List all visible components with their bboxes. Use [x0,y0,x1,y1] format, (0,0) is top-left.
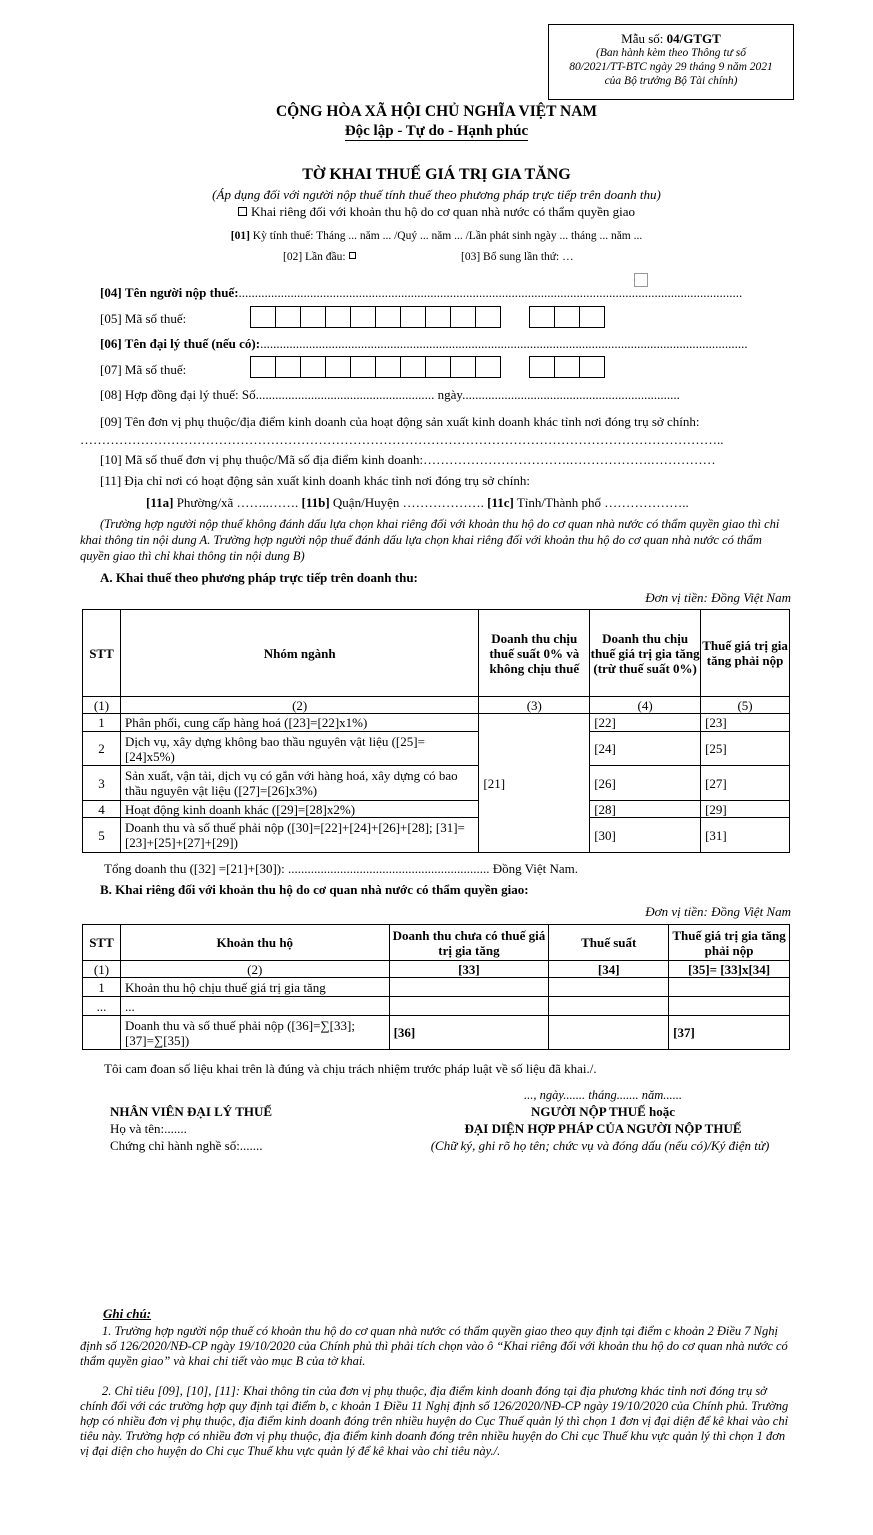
province-code: [11c] [487,495,514,510]
ward-field[interactable]: Phường/xã ……..……. [173,495,302,510]
section-b-currency: Đơn vị tiền: Đồng Việt Nam [645,904,791,919]
row-tax[interactable]: [29] [701,801,790,818]
section-b-table [82,924,790,1050]
col-num: (5) [701,697,790,714]
b-row-revenue[interactable] [389,978,549,997]
b-header-item: Khoản thu hộ [120,925,389,961]
row-name: Hoạt động kinh doanh khác ([29]=[28]x2%) [120,801,478,818]
agent-cert[interactable]: Chứng chỉ hành nghề số:....... [110,1138,263,1153]
table-row [83,766,790,801]
table-row [83,714,790,732]
page-title: TỜ KHAI THUẾ GIÁ TRỊ GIA TĂNG [302,166,571,183]
separate-option-checkbox[interactable] [238,207,247,216]
table-row [83,1016,790,1050]
b-col-num: [34] [549,961,669,978]
table-row [83,801,790,818]
b-header-revenue: Doanh thu chưa có thuế giá trị gia tăng [389,925,549,961]
row-name: Phân phối, cung cấp hàng hoá ([23]=[22]x1%) [120,714,478,732]
col-num: (2) [120,697,478,714]
province-field[interactable]: Tỉnh/Thành phố ……………….. [513,495,689,510]
col-num: (1) [83,697,121,714]
section-a-title: A. Khai thuế theo phương pháp trực tiếp trên doanh thu: [100,570,418,585]
b-row-rate[interactable] [549,997,669,1016]
form-code-label: Mẫu số: [621,31,667,46]
b-header-rate: Thuế suất [549,925,669,961]
row-revenue[interactable]: [26] [590,766,701,801]
tax-code-suffix-07[interactable] [529,356,604,378]
first-time[interactable] [283,251,356,263]
form-issued-line1: (Ban hành kèm theo Thông tư số [595,47,746,59]
section-b-title: B. Khai riêng đối với khoản thu hộ do cơ quan nhà nước có thẩm quyền giao: [100,882,529,897]
tax-code-boxes-07[interactable] [250,356,500,378]
table-row [83,978,790,997]
section-a-table [82,609,790,853]
sign-date[interactable]: ..., ngày....... tháng....... năm...... [524,1088,682,1102]
row-tax[interactable]: [31] [701,818,790,853]
row-revenue[interactable]: [24] [590,732,701,766]
taxpayer-title2: ĐẠI DIỆN HỢP PHÁP CỦA NGƯỜI NỘP THUẾ [464,1121,742,1136]
taxpayer-title1: NGƯỜI NỘP THUẾ hoặc [530,1104,676,1119]
b-header-stt: STT [83,925,121,961]
branch-name-label: [09] Tên đơn vị phụ thuộc/địa điểm kinh doanh của hoạt động sản xuất kinh doanh khác tỉnh nơi đóng trụ sở chính: [100,414,700,429]
tax-code-boxes-05[interactable] [250,306,500,328]
b-col-num: (1) [83,961,121,978]
district-field[interactable]: Quận/Huyện ………………. [329,495,488,510]
col-header-group: Nhóm ngành [120,610,478,697]
b-row-tax[interactable] [669,997,790,1016]
b-total-stt [83,1016,121,1050]
b-total-revenue[interactable]: [36] [389,1016,549,1050]
row-revenue[interactable]: [22] [590,714,701,732]
taxpayer-sign-note: (Chữ ký, ghi rõ họ tên; chức vụ và đóng dấu (nếu có)/Ký điện tử) [430,1138,770,1153]
page-subtitle: (Áp dụng đối với người nộp thuế tính thuế theo phương pháp trực tiếp trên doanh thu) [212,187,661,202]
b-header-vat: Thuế giá trị gia tăng phải nộp [669,925,790,961]
first-time-checkbox[interactable] [349,252,356,259]
tax-period [0,230,873,242]
branch-address-parts[interactable] [146,495,689,511]
b-total-rate [549,1016,669,1050]
row-stt: 3 [83,766,121,801]
taxpayer-name-label: Tên người nộp thuế: [124,285,239,300]
supplement: [03] Bổ sung lần thứ: … [461,251,574,263]
country-name: CỘNG HÒA XÃ HỘI CHỦ NGHĨA VIỆT NAM [275,103,598,120]
row-stt: 1 [83,714,121,732]
b-row-name: Khoản thu hộ chịu thuế giá trị gia tăng [120,978,389,997]
tax-period-text: Kỳ tính thuế: Tháng ... năm ... /Quý ... năm ... /Lần phát sinh ngày ... tháng ... năm ... [252,230,643,242]
row-stt: 2 [83,732,121,766]
agent-contract-field[interactable]: [08] Hợp đồng đại lý thuế: Số....................................................... ngày................................................................... [100,387,680,402]
form-code-box [548,24,794,100]
table-row [83,997,790,1016]
motto: Độc lập - Tự do - Hạnh phúc [344,123,529,139]
b-total-tax[interactable]: [37] [669,1016,790,1050]
row-revenue[interactable]: [30] [590,818,701,853]
b-row-rate[interactable] [549,978,669,997]
tax-period-code: [01] [230,230,250,242]
row-tax[interactable]: [27] [701,766,790,801]
total-revenue-line[interactable]: Tổng doanh thu ([32] =[21]+[30]): .............................................................. Đồng Việt Nam. [104,861,579,876]
form-code [549,31,793,46]
row-name: Doanh thu và số thuế phải nộp ([30]=[22]+[24]+[26]+[28]; [31]=[23]+[25]+[27]+[29]) [120,818,478,853]
col-header-rev-vat: Doanh thu chịu thuế giá trị gia tăng (trừ thuế suất 0%) [590,610,701,697]
taxpayer-name-dots: ........................................................................................................................................................... [238,285,743,300]
tax-code-label-07: [07] Mã số thuế: [100,362,187,377]
b-col-num: [33] [389,961,549,978]
row-stt: 5 [83,818,121,853]
table-row [83,732,790,766]
col-num: (4) [590,697,701,714]
row-tax[interactable]: [25] [701,732,790,766]
b-row-stt: 1 [83,978,121,997]
commitment-text: Tôi cam đoan số liệu khai trên là đúng và chịu trách nhiệm trước pháp luật về số liệu đã khai./. [104,1061,597,1076]
branch-address-label: [11] Địa chỉ nơi có hoạt động sản xuất kinh doanh khác tỉnh nơi đóng trụ sở chính: [100,473,530,488]
notes-title: Ghi chú: [103,1306,152,1321]
section-a-currency: Đơn vị tiền: Đồng Việt Nam [645,590,791,605]
b-row-stt: ... [83,997,121,1016]
first-time-label: [02] Lần đầu: [283,251,346,263]
row-stt: 4 [83,801,121,818]
b-col-num: (2) [120,961,389,978]
ward-code: [11a] [146,495,174,510]
form-code-value: 04/GTGT [666,31,721,46]
instruction-text: (Trường hợp người nộp thuế không đánh dấu lựa chọn khai riêng đối với khoản thu hộ do cơ quan nhà nước có thẩm quyền giao thì chỉ khai thông tin nội dung A. Trường hợp người nộp thuế đánh dấu lựa chọn khai riêng đối với khoản thu hộ do cơ quan nhà nước có thẩm quyền giao thì chỉ khai thông tin nội dung B) [80,517,780,563]
col-header-vat: Thuế giá trị gia tăng phải nộp [701,610,790,697]
b-col-num: [35]= [33]x[34] [669,961,790,978]
b-total-name: Doanh thu và số thuế phải nộp ([36]=∑[33]; [37]=∑[35]) [120,1016,389,1050]
branch-tax-code-field[interactable]: [10] Mã số thuế đơn vị phụ thuộc/Mã số địa điểm kinh doanh:…………………………….……………….…………… [100,452,716,467]
agent-name-field[interactable] [100,336,748,352]
row-tax[interactable]: [23] [701,714,790,732]
col-header-rev-zero: Doanh thu chịu thuế suất 0% và không chịu thuế [479,610,590,697]
col-header-stt: STT [83,610,121,697]
row-name: Sản xuất, vận tải, dịch vụ có gắn với hàng hoá, xây dựng có bao thầu nguyên vật liệu ([27]=[26]x3%) [120,766,478,801]
agent-name-dots: ...................................................................................................................................................... [260,336,748,351]
agent-name-label: [06] Tên đại lý thuế (nếu có): [100,336,261,351]
note-1: 1. Trường hợp người nộp thuế có khoản thu hộ do cơ quan nhà nước có thẩm quyền giao theo quy định tại điểm c khoản 2 Điều 7 Nghị định số 126/2020/NĐ-CP ngày 19/10/2020 của Chính phủ thì phải tích chọn vào ô “Khai riêng đối với khoản thu hộ do cơ quan nhà nước có thẩm quyền giao” và khai chi tiết vào mục B của tờ khai. [80,1324,788,1368]
table-row [83,818,790,853]
taxpayer-name-code: [04] [100,285,122,300]
note-2: 2. Chỉ tiêu [09], [10], [11]: Khai thông tin của đơn vị phụ thuộc, địa điểm kinh doanh đóng tại địa phương khác tỉnh nơi đóng trụ sở chính đối với các trường hợp quy định tại điểm b, c khoản 1 Điều 11 Nghị định số 126/2020/NĐ-CP ngày 19/10/2020 của Chính phủ. Trường hợp có nhiều đơn vị phụ thuộc, địa điểm kinh doanh đóng trên nhiều huyện do Cục Thuế quản lý thì chọn 1 đơn vị đại diện để kê khai vào chỉ tiêu này. Trường hợp có nhiều đơn vị phụ thuộc, địa điểm kinh doanh đóng trên nhiều huyện do Chi cục Thuế khu vực quản lý thì chọn 1 đơn vị đại diện cho huyện do Chi cục Thuế khu vực quản lý để kê khai vào chỉ tiêu này./. [80,1384,789,1458]
agent-name[interactable]: Họ và tên:....... [110,1121,187,1136]
b-row-revenue[interactable] [389,997,549,1016]
separate-option-label: Khai riêng đối với khoản thu hộ do cơ quan nhà nước có thẩm quyền giao [250,204,635,219]
row-revenue[interactable]: [28] [590,801,701,818]
form-issued-line2: 80/2021/TT-BTC ngày 29 tháng 9 năm 2021 [569,61,773,73]
agent-title: NHÂN VIÊN ĐẠI LÝ THUẾ [110,1104,273,1119]
merged-cell-21[interactable]: [21] [479,714,590,853]
tax-code-label-05: [05] Mã số thuế: [100,311,187,326]
row-name: Dịch vụ, xây dựng không bao thầu nguyên vật liệu ([25]=[24]x5%) [120,732,478,766]
taxpayer-name-field[interactable] [100,285,742,301]
separate-option[interactable] [0,204,873,220]
district-code: [11b] [301,495,330,510]
branch-name-dots[interactable]: ………………………………………………………………………………………………………………………………….. [80,432,724,447]
motto-wrap [0,123,873,140]
b-row-tax[interactable] [669,978,790,997]
tax-code-suffix-05[interactable] [529,306,604,328]
col-num: (3) [479,697,590,714]
form-issued-line3: của Bộ trưởng Bộ Tài chính) [604,75,738,87]
b-row-name: ... [120,997,389,1016]
